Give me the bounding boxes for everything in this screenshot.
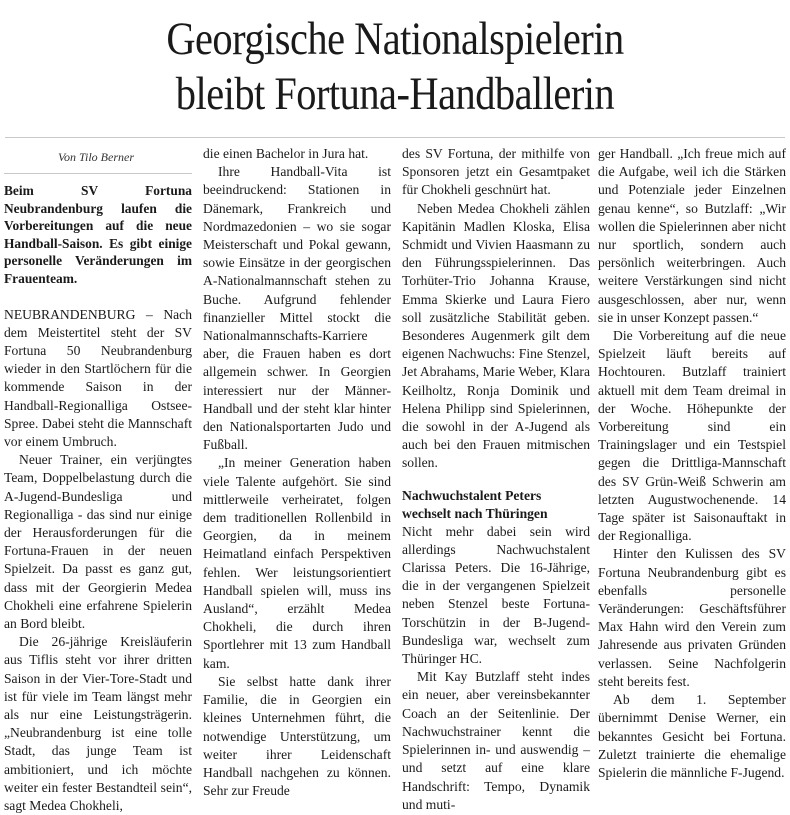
subheading: Nachwuchstalent Peters wechselt nach Thüringen xyxy=(402,487,548,521)
body-paragraph: Die Vorbereitung auf die neue Spielzeit läuft bereits auf Hochtouren. Butzlaff trainiert aktuell mit dem Team dreimal in der Woche. Höhepunkte der Vorbereitung sind ein Trainingslager und ein Testspiel gegen die Drittliga-Mannschaft des SV Grün-Weiß Schwerin am letzten Augustwochenende. 14 Tage später ist Saisonauftakt in der Regionalliga. xyxy=(598,328,786,544)
headline-divider xyxy=(5,137,785,138)
body-paragraph: Ab dem 1. September übernimmt Denise Werner, ein bekanntes Gesicht bei Fortuna. Zuletzt trainierte die ehemalige Spielerin die männliche F-Jugend. xyxy=(598,692,786,780)
body-paragraph: Ihre Handball-Vita ist beeindruckend: Stationen in Dänemark, Frankreich und Nordmazedonien – wo sie sogar Meisterschaft und Pokal gewann, sowie Einsätze in der georgischen A-Nationalmannschaft stehen zu Buche. Aufgrund fehlender finanzieller Mittel stockt die Nationalmannschafts-Karriere aber, die Frauen haben es dort allgemein schwer. In Georgien interessiert nur der Männer-Handball und der steht klar hinter den Nationalsportarten Judo und Fußball. xyxy=(203,164,391,453)
byline: Von Tilo Berner xyxy=(58,150,135,164)
body-paragraph: Neben Medea Chokheli zählen Kapitänin Madlen Kloska, Elisa Schmidt und Vivien Haasmann zu den Führungsspielerinnen. Das Torhüter-Trio Johanna Krause, Emma Skierke und Laura Fiero soll zusätzliche Stabilität geben. Besonderes Augenmerk gilt dem eigenen Nachwuchs: Fine Stenzel, Jet Abrahams, Marie Weber, Klara Keilholtz, Ronja Dominik und Helena Philipp sind Spielerinnen, die sowohl in der A-Jugend als auch bei den Frauen mitmischen sollen. xyxy=(402,200,590,471)
headline-line-1: Georgische Nationalspielerin xyxy=(166,13,624,65)
article-column-2 xyxy=(203,145,391,800)
body-paragraph: Hinter den Kulissen des SV Fortuna Neubrandenburg gibt es ebenfalls personelle Veränderungen: Geschäftsführer Max Hahn wird den Verein zum Jahresende aus privaten Gründen verlassen. Seine Nachfolgerin steht bereits fest. xyxy=(598,546,786,689)
body-paragraph: Mit Kay Butzlaff steht indes ein neuer, aber vereinsbekannter Coach an der Seitenlinie. Der Nachwuchstrainer kennt die Spielerinnen in- und auswendig – und setzt auf eine klare Handschrift: Tempo, Dynamik und muti- xyxy=(402,669,590,812)
byline-divider xyxy=(4,173,192,174)
body-paragraph: Sie selbst hatte dank ihrer Familie, die in Georgien ein kleines Unternehmen führt, die notwendige Unterstützung, um weiter ihrer Leidenschaft Handball nachgehen zu können. Sehr zur Freude xyxy=(203,673,391,799)
headline xyxy=(55,12,734,122)
body-paragraph: die einen Bachelor in Jura hat. xyxy=(203,146,369,161)
body-paragraph: ger Handball. „Ich freue mich auf die Aufgabe, weil ich die Stärken und Potenziale jeder Einzelnen genau kenne“, so Butzlaff: „Wir wollen die Spielerinnen aber nicht nur sportlich, sondern auch persönlich weiterbringen. Auch weitere Verstärkungen sind nicht ausgeschlossen, aber nur, wenn sie in unser Konzept passen.“ xyxy=(598,146,786,325)
body-paragraph: Die 26-jährige Kreisläuferin aus Tiflis steht vor ihrer dritten Saison in der Vier-Tore-Stadt und ist für viele im Team längst mehr als nur eine Leistungsträgerin. „Neubrandenburg ist eine tolle Stadt, das junge Team ist ambitioniert, und ich möchte weiter ein fester Bestandteil sein“, sagt Medea Chokheli, xyxy=(4,634,192,814)
lead-paragraph: Beim SV Fortuna Neubrandenburg laufen die Vorbereitungen auf die neue Handball-Saison. Es gibt einige personelle Veränderungen im Frauenteam. xyxy=(4,183,192,286)
headline-line-2: bleibt Fortuna-Handballerin xyxy=(175,68,615,120)
article-column-1 xyxy=(4,150,192,814)
body-paragraph: des SV Fortuna, der mithilfe von Sponsoren jetzt ein Gesamtpaket für Chokheli geschnürt hat. xyxy=(402,146,590,198)
body-paragraph: „In meiner Generation haben viele Talente aufgehört. Sie sind mittlerweile verheiratet, folgen dem traditionellen Rollenbild in Georgien, da in meinem Heimatland einfach Perspektiven fehlen. Wer leistungsorientiert Handball spielen will, muss ins Ausland“, erzählt Medea Chokheli, die durch ihren Sportlehrer mit 13 zum Handball kam. xyxy=(203,455,391,671)
article-column-4 xyxy=(598,145,786,800)
body-paragraph: Neuer Trainer, ein verjüngtes Team, Doppelbelastung durch die A-Jugend-Bundesliga und Regionalliga - das sind nur einige der Herausforderungen für die Fortuna-Frauen in der neuen Spielzeit. Da passt es ganz gut, dass mit der Georgierin Medea Chokheli eine erfahrene Spielerin an Bord bleibt. xyxy=(4,452,192,632)
body-paragraph: Nicht mehr dabei sein wird allerdings Nachwuchstalent Clarissa Peters. Die 16-Jährige, die in der vergangenen Spielzeit neben Stenzel beste Fortuna-Torschützin in der B-Jugend-Bundesliga war, wechselt zum Thüringer HC. xyxy=(402,523,590,667)
article-column-3 xyxy=(402,145,590,812)
body-paragraph: NEUBRANDENBURG – Nach dem Meistertitel steht der SV Fortuna 50 Neubrandenburg wieder in den Startlöchern für die kommende Saison in der Handball-Regionalliga Ostsee-Spree. Dabei steht die Mannschaft vor einem Umbruch. xyxy=(4,306,192,449)
